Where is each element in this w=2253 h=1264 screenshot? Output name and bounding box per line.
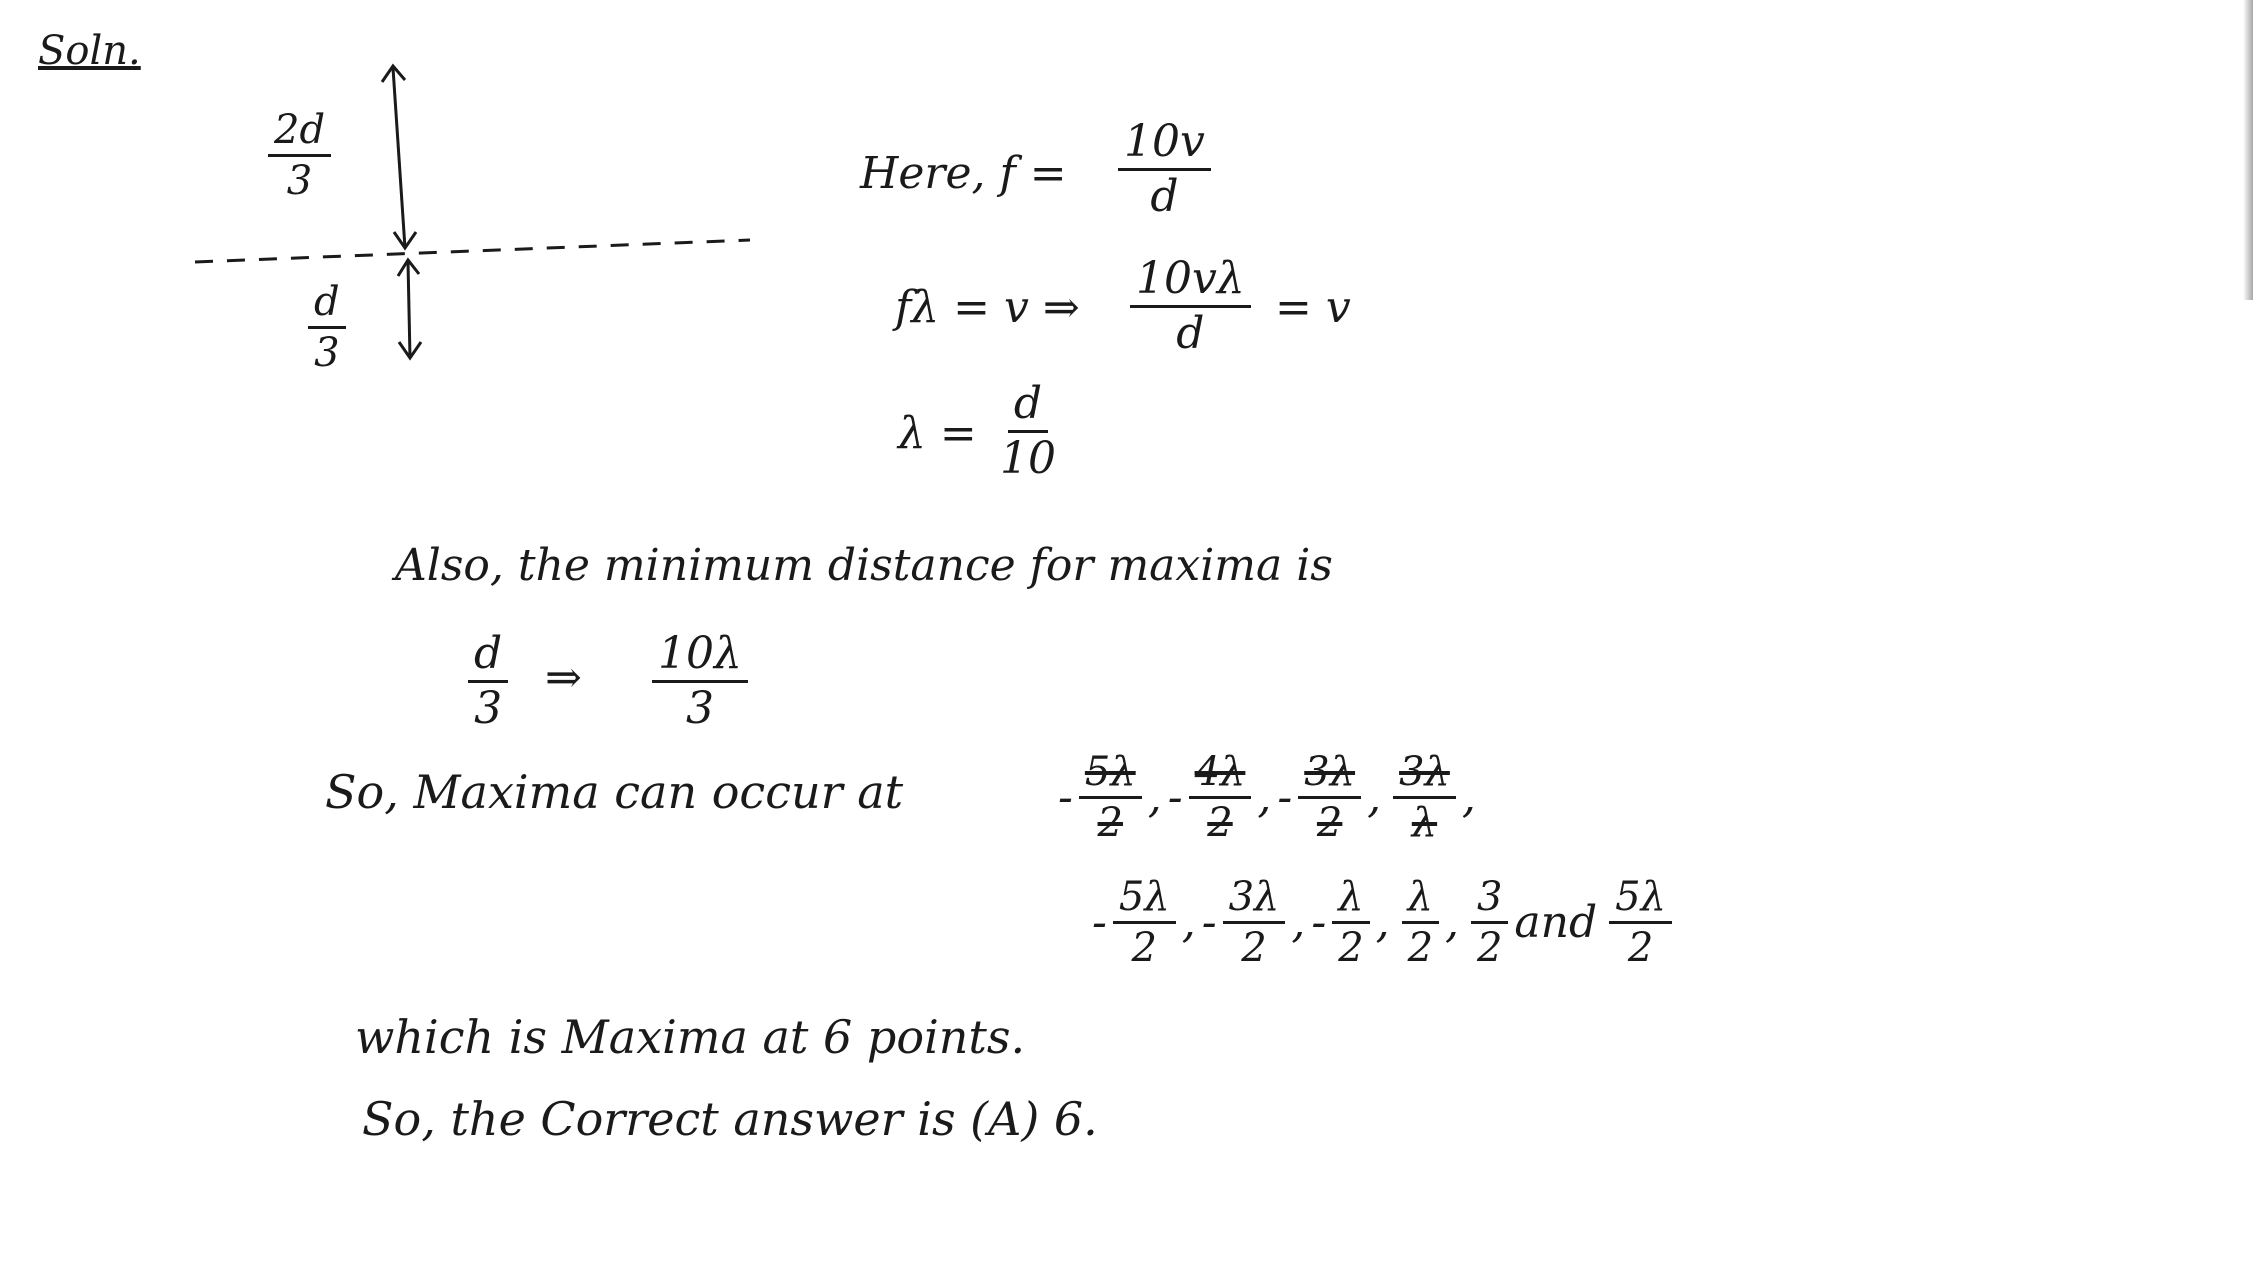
conclusion-line-1: which is Maxima at 6 points. (355, 1010, 1026, 1064)
row2-term6-num: 5λ (1609, 875, 1672, 924)
upper-distance-den: 3 (286, 158, 313, 204)
line3-num: d (1008, 380, 1048, 433)
row1-term1-sign: - (1058, 772, 1073, 823)
row2-term5-den: 2 (1476, 925, 1503, 971)
row2-term6 (1609, 875, 1672, 970)
row1-term1-den: 2 (1097, 800, 1123, 846)
dashed-reference-line (195, 240, 750, 262)
row1-term2 (1189, 750, 1252, 845)
row2-term1-num: 5λ (1113, 875, 1176, 924)
also-statement: Also, the minimum distance for maxima is (395, 540, 1333, 591)
also-frac2-num: 10λ (652, 630, 748, 683)
line2-prefix: fλ = v ⇒ (895, 282, 1080, 333)
line1-num: 10v (1118, 118, 1211, 171)
row2-term3-num: λ (1332, 875, 1369, 924)
maxima-row-1 (1058, 750, 1476, 845)
row1-term3-num: 3λ (1298, 750, 1361, 799)
line2-fraction (1130, 255, 1251, 359)
also-frac1-num: d (468, 630, 508, 683)
row2-term5 (1471, 875, 1508, 970)
also-implies-arrow: ⇒ (545, 652, 582, 703)
lower-distance-den: 3 (314, 330, 340, 376)
row1-term4-den: λ (1411, 800, 1438, 846)
row1-term1 (1079, 750, 1142, 845)
row1-term4-sep: , (1461, 772, 1476, 823)
lower-distance-label (308, 280, 346, 375)
row2-term3-sep: , (1375, 897, 1390, 948)
row1-term2-sep: , (1257, 772, 1272, 823)
row1-term2-num: 4λ (1189, 750, 1252, 799)
row2-term3 (1332, 875, 1369, 970)
row1-term4 (1393, 750, 1456, 845)
line3-fraction (1000, 380, 1056, 484)
also-frac1-den: 3 (474, 683, 503, 735)
row2-term2-sep: , (1291, 897, 1306, 948)
row2-term3-den: 2 (1338, 925, 1364, 971)
upper-distance-label (268, 108, 331, 203)
also-fraction-1 (468, 630, 508, 734)
row2-term1-sign: - (1092, 897, 1107, 948)
row2-term1-den: 2 (1131, 925, 1157, 971)
conclusion-line-2: So, the Correct answer is (A) 6. (362, 1092, 1098, 1146)
line1-prefix: Here, f = (860, 148, 1067, 199)
upper-arrow-shaft (393, 68, 405, 248)
row1-term1-sep: , (1147, 772, 1162, 823)
row2-term5-sep: and (1514, 897, 1598, 948)
line3-den: 10 (1000, 433, 1056, 485)
maxima-prefix: So, Maxima can occur at (325, 765, 904, 819)
also-fraction-2 (652, 630, 748, 734)
upper-distance-num: 2d (268, 108, 331, 157)
row2-term4-num: λ (1402, 875, 1439, 924)
page-edge-shadow (2243, 0, 2253, 300)
row1-term1-num: 5λ (1079, 750, 1142, 799)
maxima-row-2 (1092, 875, 1672, 970)
row2-term4-den: 2 (1407, 925, 1434, 971)
row1-term3-den: 2 (1316, 800, 1343, 846)
row2-term5-num: 3 (1471, 875, 1508, 924)
row2-term2-sign: - (1201, 897, 1217, 948)
row2-term1 (1113, 875, 1176, 970)
line2-suffix: = v (1275, 282, 1351, 333)
row2-term2-num: 3λ (1223, 875, 1286, 924)
solution-heading: Soln. (38, 28, 141, 74)
line1-fraction (1118, 118, 1211, 222)
row2-term2-den: 2 (1241, 925, 1267, 971)
line1-den: d (1150, 171, 1179, 223)
row1-term2-sign: - (1167, 772, 1183, 823)
line2-num: 10vλ (1130, 255, 1251, 308)
line3-prefix: λ = (898, 408, 977, 459)
also-frac2-den: 3 (685, 683, 714, 735)
line2-den: d (1176, 308, 1205, 360)
row2-term4-sep: , (1444, 897, 1459, 948)
lower-arrow-shaft (408, 262, 410, 358)
row1-term4-num: 3λ (1393, 750, 1456, 799)
row1-term3-sep: , (1367, 772, 1382, 823)
lower-distance-num: d (308, 280, 346, 329)
row2-term1-sep: , (1181, 897, 1196, 948)
row1-term2-den: 2 (1207, 800, 1233, 846)
row1-term3-sign: - (1277, 772, 1293, 823)
row2-term2 (1223, 875, 1286, 970)
row1-term3 (1298, 750, 1361, 845)
row2-term4 (1402, 875, 1439, 970)
row2-term6-den: 2 (1627, 925, 1654, 971)
row2-term3-sign: - (1311, 897, 1327, 948)
